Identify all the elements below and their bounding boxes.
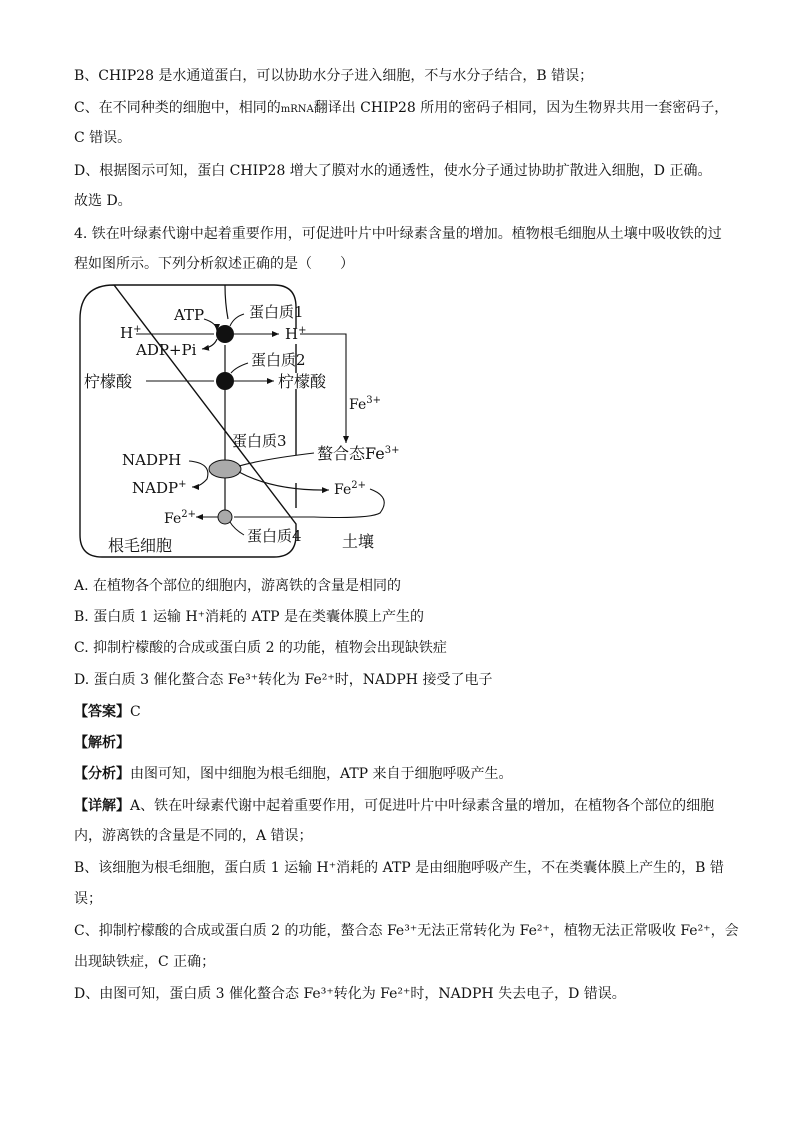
- citric-acid-out-label: 柠檬酸: [278, 372, 327, 391]
- soil-label: 土壤: [342, 532, 375, 551]
- question-stem-line1: 4. 铁在叶绿素代谢中起着重要作用，可促进叶片中叶绿素含量的增加。植物根毛细胞从土壤中吸收铁的过: [74, 226, 722, 242]
- xiangjie-tag: 【详解】: [74, 798, 130, 814]
- prev-explanation-b: B、CHIP28 是水通道蛋白，可以协助水分子进入细胞，不与水分子结合，B 错误；: [74, 68, 594, 84]
- answer-tag: 【答案】: [74, 704, 130, 720]
- chelated-fe3-label: 螯合态$Fe^{3+}$: [317, 444, 400, 463]
- nadp-label: NADP+: [132, 479, 187, 497]
- iron-uptake-diagram: [74, 283, 400, 563]
- protein3-label: 蛋白质3: [232, 432, 287, 450]
- xiangjie-d: D、由图可知，蛋白质 3 催化螯合态 Fe³⁺转化为 Fe²⁺时，NADPH 失去电子，D 错误。: [74, 986, 626, 1002]
- nadph-label: NADPH: [122, 451, 182, 469]
- answer-value: C: [130, 704, 141, 720]
- protein4-label: 蛋白质4: [247, 527, 302, 545]
- protein3-enzyme: [209, 460, 241, 478]
- prev-explanation-c-part1: C、在不同种类的细胞中，相同的: [74, 100, 281, 116]
- protein4-transporter: [218, 510, 232, 524]
- prev-explanation-d: D、根据图示可知，蛋白 CHIP28 增大了膜对水的通透性，使水分子通过协助扩散进入细胞，D 正确。: [74, 163, 712, 179]
- atp-label: ATP: [174, 306, 205, 324]
- protein2-label: 蛋白质2: [251, 351, 306, 369]
- prev-answer: 故选 D。: [74, 193, 132, 209]
- prev-explanation-c-part2: 翻译出 CHIP28 所用的密码子相同，因为生物界共用一套密码子，: [313, 100, 729, 116]
- prev-explanation-c-cont: C 错误。: [74, 130, 132, 146]
- prev-explanation-c: [74, 98, 729, 120]
- protein1-transporter: [216, 325, 234, 343]
- protein1-label: 蛋白质1: [249, 303, 304, 321]
- xiangjie-a2: 内，游离铁的含量是不同的，A 错误；: [74, 828, 313, 844]
- xiangjie-c2: 出现缺铁症，C 正确；: [74, 954, 216, 970]
- adp-pi-label: ADP+Pi: [136, 341, 197, 359]
- xiangjie-b1: B、该细胞为根毛细胞，蛋白质 1 运输 H⁺消耗的 ATP 是由细胞呼吸产生，不在类囊体膜上产生的，B 错: [74, 860, 724, 876]
- protein2-transporter: [216, 372, 234, 390]
- analysis-line: [74, 733, 726, 753]
- xiangjie-b2: 误；: [74, 891, 102, 907]
- prev-explanation-c-mrna: mRNA: [280, 104, 314, 115]
- fenxi-tag: 【分析】: [74, 766, 130, 782]
- h-in-label: H+: [120, 324, 142, 342]
- analysis-tag: 【解析】: [74, 735, 130, 751]
- root-hair-cell-label: 根毛细胞: [108, 536, 173, 555]
- h-out-label: H+: [285, 325, 307, 343]
- fe2-in-label: $Fe^{2+}$: [164, 509, 196, 527]
- fe2-out-label: $Fe^{2+}$: [334, 480, 366, 498]
- answer-line: [74, 702, 726, 722]
- fe3-label: $Fe^{3+}$: [349, 395, 381, 413]
- option-a: A. 在植物各个部位的细胞内，游离铁的含量是相同的: [74, 578, 402, 594]
- fenxi-text: 由图可知，图中细胞为根毛细胞，ATP 来自于细胞呼吸产生。: [130, 766, 513, 782]
- fenxi-line: [74, 764, 726, 784]
- option-b: B. 蛋白质 1 运输 H⁺消耗的 ATP 是在类囊体膜上产生的: [74, 609, 425, 625]
- citric-acid-in-label: 柠檬酸: [84, 372, 133, 391]
- option-d: D. 蛋白质 3 催化螯合态 Fe³⁺转化为 Fe²⁺时，NADPH 接受了电子: [74, 672, 493, 688]
- xiangjie-line: [74, 796, 726, 816]
- xiangjie-c1: C、抑制柠檬酸的合成或蛋白质 2 的功能，螯合态 Fe³⁺无法正常转化为 Fe²⁺，植物无法正常吸收 Fe²⁺，会: [74, 923, 739, 939]
- xiangjie-a1: A、铁在叶绿素代谢中起着重要作用，可促进叶片中叶绿素含量的增加，在植物各个部位的细胞: [130, 798, 715, 814]
- option-c: C. 抑制柠檬酸的合成或蛋白质 2 的功能，植物会出现缺铁症: [74, 640, 447, 656]
- question-stem-line2: 程如图所示。下列分析叙述正确的是（ ）: [74, 256, 354, 272]
